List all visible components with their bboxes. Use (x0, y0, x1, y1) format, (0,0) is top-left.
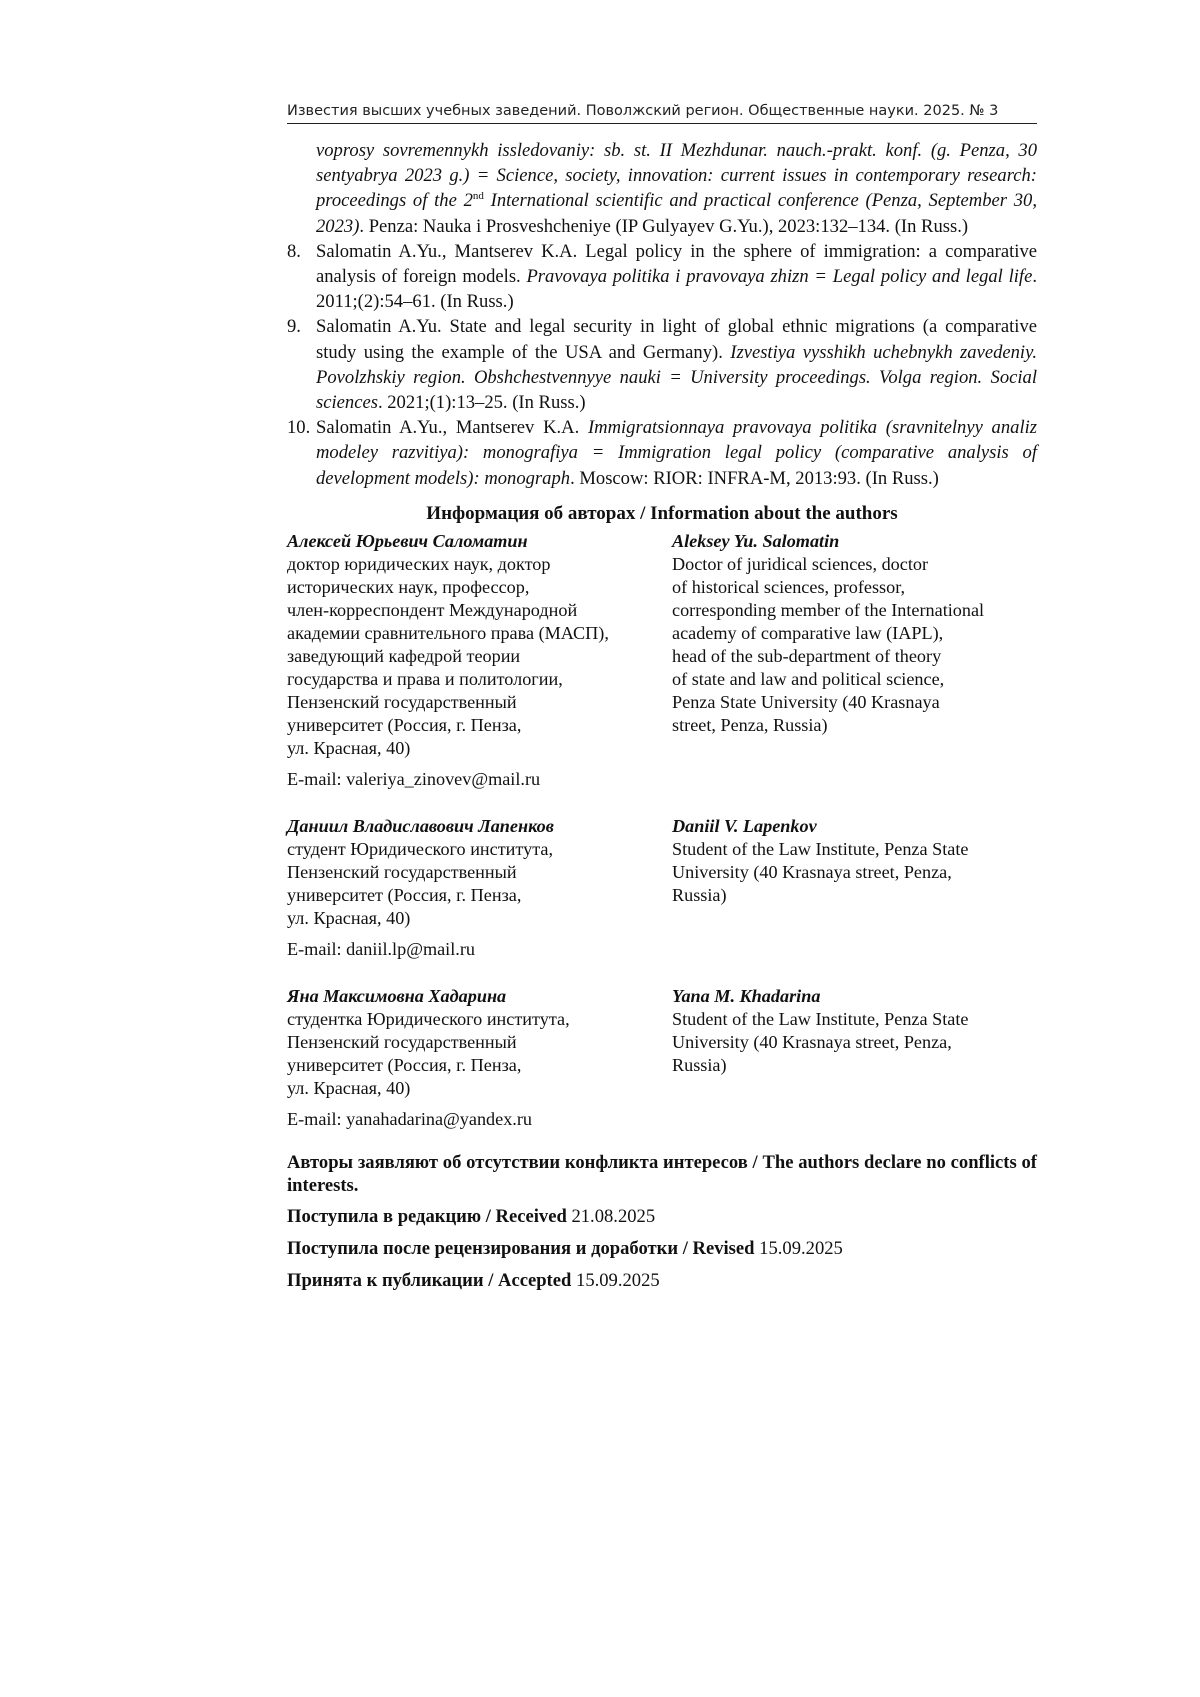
reference-continuation (287, 138, 1037, 239)
author-line: ул. Красная, 40) (287, 738, 411, 759)
reference-number: 10. (287, 417, 311, 439)
received-line (287, 1205, 1037, 1229)
author-line: Penza State University (40 Krasnaya (672, 692, 940, 713)
author-line: доктор юридических наук, доктор (287, 554, 551, 575)
received-label: Поступила в редакцию / Received (287, 1206, 567, 1228)
author-line: студентка Юридического института, (287, 1009, 570, 1030)
conflict-declaration: Авторы заявляют об отсутствии конфликта интересов / The authors declare no conflicts of interests. (287, 1152, 1037, 1197)
author-name-ru: Даниил Владиславович Лапенков (287, 816, 554, 837)
reference-tail: . Penza: Nauka i Prosveshcheniye (IP Gulyayev G.Yu.), 2023:132–134. (In Russ.) (359, 215, 969, 237)
author-line: of historical sciences, professor, (672, 577, 906, 598)
reference-authors: Salomatin A.Yu., Mantserev K.A. (316, 417, 588, 439)
accepted-label: Принята к публикации / Accepted (287, 1270, 572, 1292)
revised-label: Поступила после рецензирования и доработки / Revised (287, 1238, 755, 1260)
content (287, 138, 1037, 1293)
author-line: исторических наук, профессор, (287, 577, 530, 598)
author-line: head of the sub-department of theory (672, 646, 942, 667)
reference-number: 8. (287, 240, 301, 262)
author-info (287, 530, 1037, 760)
author-name-en: Aleksey Yu. Salomatin (672, 531, 840, 552)
reference-italic-2: International scientific and practical conference (Penza, September 30, 2023) (316, 190, 1037, 237)
author-en-column (672, 530, 1037, 760)
author-name-ru: Яна Максимовна Хадарина (287, 986, 507, 1007)
author-en-column (672, 985, 1037, 1100)
reference-item (287, 314, 1037, 415)
author-line: Пензенский государственный (287, 1032, 517, 1053)
authors-section-title: Информация об авторах / Information about the authors (426, 502, 898, 524)
author-line: заведующий кафедрой теории (287, 646, 521, 667)
reference-authors: Salomatin A.Yu. State and legal security in light of global ethnic migrations (a comparative study using the example of the USA and Germany). (316, 316, 1037, 363)
reference-details: . 2021;(1):13–25. (In Russ.) (377, 392, 586, 414)
revised-date: 15.09.2025 (759, 1238, 843, 1260)
reference-item (287, 415, 1037, 491)
author-name-en: Yana M. Khadarina (672, 986, 821, 1007)
author-line: Doctor of juridical sciences, doctor (672, 554, 929, 575)
author-ru-column (287, 815, 647, 930)
author-email: E-mail: daniil.lp@mail.ru (287, 939, 475, 960)
reference-details: . 2011;(2):54–61. (In Russ.) (316, 266, 1037, 313)
author-line: University (40 Krasnaya street, Penza, (672, 862, 952, 883)
author-line: государства и права и политологии, (287, 669, 563, 690)
author-email: E-mail: valeriya_zinovev@mail.ru (287, 769, 541, 790)
author-line: Student of the Law Institute, Penza State (672, 839, 969, 860)
author-line: член-корреспондент Международной (287, 600, 578, 621)
author-name-en: Daniil V. Lapenkov (672, 816, 817, 837)
author-line: студент Юридического института, (287, 839, 553, 860)
author-line: университет (Россия, г. Пенза, (287, 1055, 522, 1076)
author-line: of state and law and political science, (672, 669, 945, 690)
reference-authors: Salomatin A.Yu., Mantserev K.A. Legal policy in the sphere of immigration: a comparative analysis of foreign models. (316, 240, 1037, 288)
reference-details: . Moscow: RIOR: INFRA-M, 2013:93. (In Russ.) (570, 467, 939, 489)
reference-item (287, 239, 1037, 315)
reference-source: Pravovaya politika i pravovaya zhizn = Legal policy and legal life (526, 266, 1033, 288)
author-en-column (672, 815, 1037, 930)
author-line: ул. Красная, 40) (287, 908, 411, 929)
author-line: academy of comparative law (IAPL), (672, 623, 944, 644)
author-line: University (40 Krasnaya street, Penza, (672, 1032, 952, 1053)
superscript: nd (472, 190, 484, 203)
accepted-line (287, 1269, 1037, 1293)
revised-line (287, 1237, 1037, 1261)
author-line: университет (Россия, г. Пенза, (287, 885, 522, 906)
accepted-date: 15.09.2025 (576, 1270, 660, 1292)
author-info (287, 985, 1037, 1100)
author-line: академии сравнительного права (МАСП), (287, 623, 609, 644)
author-line: corresponding member of the International (672, 600, 985, 621)
received-date: 21.08.2025 (571, 1206, 656, 1228)
author-line: ул. Красная, 40) (287, 1078, 411, 1099)
author-email: E-mail: yanahadarina@yandex.ru (287, 1109, 532, 1130)
reference-source: Izvestiya vysshikh uchebnykh zavedeniy. Povolzhskiy region. Obshchestvennyye nauki = University proceedings. Volga region. Social sciences (316, 341, 1037, 414)
author-ru-column (287, 985, 647, 1100)
author-line: street, Penza, Russia) (672, 715, 828, 736)
author-name-ru: Алексей Юрьевич Саломатин (287, 531, 528, 552)
running-header: Известия высших учебных заведений. Поволжский регион. Общественные науки. 2025. № 3 (287, 103, 1037, 124)
author-line: Пензенский государственный (287, 862, 517, 883)
author-ru-column (287, 530, 647, 760)
author-line: Russia) (672, 885, 727, 906)
reference-italic: voprosy sovremennykh issledovaniy: sb. st. II Mezhdunar. nauch.-prakt. konf. (g. Penza, 30 sentyabrya 2023 g.) = Science, society, innovation: current issues in contemporary research: proceedings of the 2 (316, 140, 1037, 212)
reference-number: 9. (287, 316, 301, 338)
author-line: Student of the Law Institute, Penza State (672, 1009, 969, 1030)
reference-source: Immigratsionnaya pravovaya politika (sravnitelnyy analiz modeley razvitiya): monografiya = Immigration legal policy (comparative analysis of development models): monograph (316, 417, 1038, 489)
author-line: Пензенский государственный (287, 692, 517, 713)
author-line: Russia) (672, 1055, 727, 1076)
author-info (287, 815, 1037, 930)
author-line: университет (Россия, г. Пенза, (287, 715, 522, 736)
